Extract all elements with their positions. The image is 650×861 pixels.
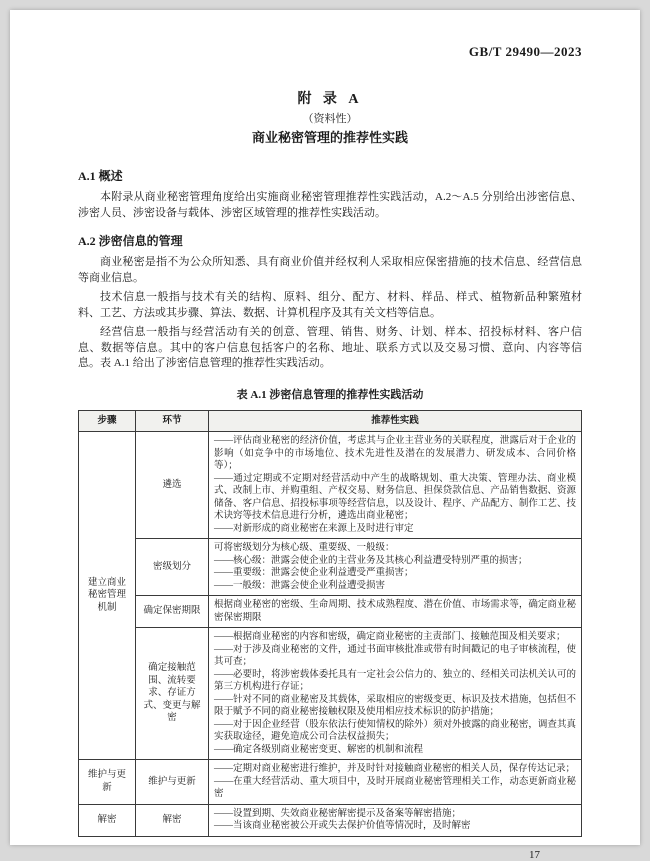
stage-cell: 遴选 xyxy=(136,432,209,539)
stage-cell: 密级划分 xyxy=(136,539,209,596)
practice-item: ——当该商业秘密被公开或失去保护价值等情况时，及时解密 xyxy=(214,821,471,831)
col-header-stage: 环节 xyxy=(136,410,209,432)
practice-text: 根据商业秘密的密级、生命周期、技术成熟程度、潜在价值、市场需求等，确定商业秘密保密期限 xyxy=(214,600,576,623)
practice-item: ——定期对商业秘密进行维护，并及时针对接触商业秘密的相关人员，保存传达记录； xyxy=(214,764,576,774)
appendix-subtitle: 商业秘密管理的推荐性实践 xyxy=(251,130,408,145)
appendix-type: （资料性） xyxy=(302,113,358,125)
practice-cell xyxy=(209,760,582,805)
practice-item: ——重要级：泄露会使企业利益遭受严重损害； xyxy=(214,568,414,578)
practice-item: ——设置到期、失效商业秘密解密提示及备案等解密措施； xyxy=(214,808,462,819)
practice-item: ——针对不同的商业秘密及其载体，采取相应的密级变更、标识及技术措施，包括但不限于赋予不同的商业秘密接触权限及使用相应技术标识的防护措施； xyxy=(214,694,576,717)
practice-item: ——评估商业秘密的经济价值，考虑其与企业主营业务的关联程度，泄露后对于企业的影响（如竞争中的市场地位、技术先进性及潜在的发展潜力、研发成本、合同价格等）； xyxy=(214,436,576,471)
stage-cell: 维护与更新 xyxy=(136,760,209,805)
table-row xyxy=(79,432,582,539)
step-cell-group: 建立商业秘密管理机制 xyxy=(79,432,136,760)
practice-item: ——根据商业秘密的内容和密级，确定商业秘密的主责部门、接触范围及相关要求； xyxy=(214,632,566,642)
stage-cell: 解密 xyxy=(136,804,209,836)
table-row xyxy=(79,539,582,596)
section-a2-paragraph-3: 经营信息一般指与经营活动有关的创意、管理、销售、财务、计划、样本、招投标材料、客户信息、数据等信息。其中的客户信息包括客户的名称、地址、联系方式以及交易习惯、意向、内容等信息。表 A.1 给出了涉密信息管理的推荐性实践活动。 xyxy=(78,326,582,369)
section-a1-paragraph: 本附录从商业秘密管理角度给出实施商业秘密管理推荐性实践活动，A.2～A.5 分别给出涉密信息、涉密人员、涉密设备与载体、涉密区域管理的推荐性实践活动。 xyxy=(78,191,582,219)
practice-cell xyxy=(209,539,582,596)
document-page xyxy=(10,10,640,861)
practice-cell xyxy=(209,804,582,836)
col-header-step: 步骤 xyxy=(79,410,136,432)
table-caption: 表 A.1 涉密信息管理的推荐性实践活动 xyxy=(236,388,424,401)
practice-cell xyxy=(209,596,582,628)
step-cell: 解密 xyxy=(79,804,136,836)
section-a2-heading: A.2 涉密信息的管理 xyxy=(78,234,183,248)
table-row xyxy=(79,628,582,760)
practice-item: ——必要时，将涉密载体委托具有一定社会公信力的、独立的、经相关司法机关认可的第三方机构进行存证； xyxy=(214,669,576,692)
table-header-row xyxy=(79,410,582,432)
page-number: 17 xyxy=(529,848,540,861)
practice-item: ——一般级：泄露会使企业利益遭受损害 xyxy=(214,580,386,591)
table-a1 xyxy=(78,410,582,837)
col-header-practice: 推荐性实践 xyxy=(209,410,582,432)
table-row xyxy=(79,760,582,805)
table-row xyxy=(79,596,582,628)
step-cell: 维护与更新 xyxy=(79,760,136,805)
practice-item: ——在重大经营活动、重大项目中，及时开展商业秘密管理相关工作，动态更新商业秘密 xyxy=(214,776,576,799)
table-row xyxy=(79,804,582,836)
practice-item: ——通过定期或不定期对经营活动中产生的战略规划、重大决策、管理办法、商业模式、改制上市、并购重组、产权交易、财务信息、担保贷款信息、产品销售数据、资源储备、客户信息、招投标事项等经营信息，以及设计、程序、产品配方、制作工艺、技术诀窍等技术信息进行分析，遴选出商业秘密； xyxy=(214,473,576,521)
practice-cell xyxy=(209,628,582,760)
practice-item: ——核心级：泄露会使企业的主营业务及其核心利益遭受特别严重的损害； xyxy=(214,555,528,566)
section-a2-paragraph-1: 商业秘密是指不为公众所知悉、具有商业价值并经权利人采取相应保密措施的技术信息、经营信息等商业信息。 xyxy=(78,256,582,284)
doc-number: GB/T 29490—2023 xyxy=(468,44,582,59)
practice-intro: 可将密级划分为核心级、重要级、一般级： xyxy=(214,543,395,553)
stage-cell: 确定保密期限 xyxy=(136,596,209,628)
stage-cell: 确定接触范围、流转要求、存证方式、变更与解密 xyxy=(136,628,209,760)
practice-item: ——对于涉及商业秘密的文件，通过书面审核批准或带有时间戳记的电子审核流程，使其可查； xyxy=(214,644,576,667)
appendix-title-block xyxy=(78,90,582,148)
practice-cell xyxy=(209,432,582,539)
practice-item: ——确定各级别商业秘密变更、解密的机制和流程 xyxy=(214,744,424,755)
appendix-title: 附 录 A xyxy=(297,92,363,107)
section-a2-paragraph-2: 技术信息一般指与技术有关的结构、原料、组分、配方、材料、样品、样式、植物新品种繁殖材料、工艺、方法或其步骤、算法、数据、计算机程序及其有关文档等信息。 xyxy=(78,291,582,319)
section-a1-heading: A.1 概述 xyxy=(78,169,123,183)
practice-item: ——对新形成的商业秘密在来源上及时进行审定 xyxy=(214,523,414,534)
practice-item: ——对于因企业经营（股东依法行使知情权的除外）须对外披露的商业秘密，调查其真实获取途径，避免造成公司合法权益损失； xyxy=(214,719,576,742)
